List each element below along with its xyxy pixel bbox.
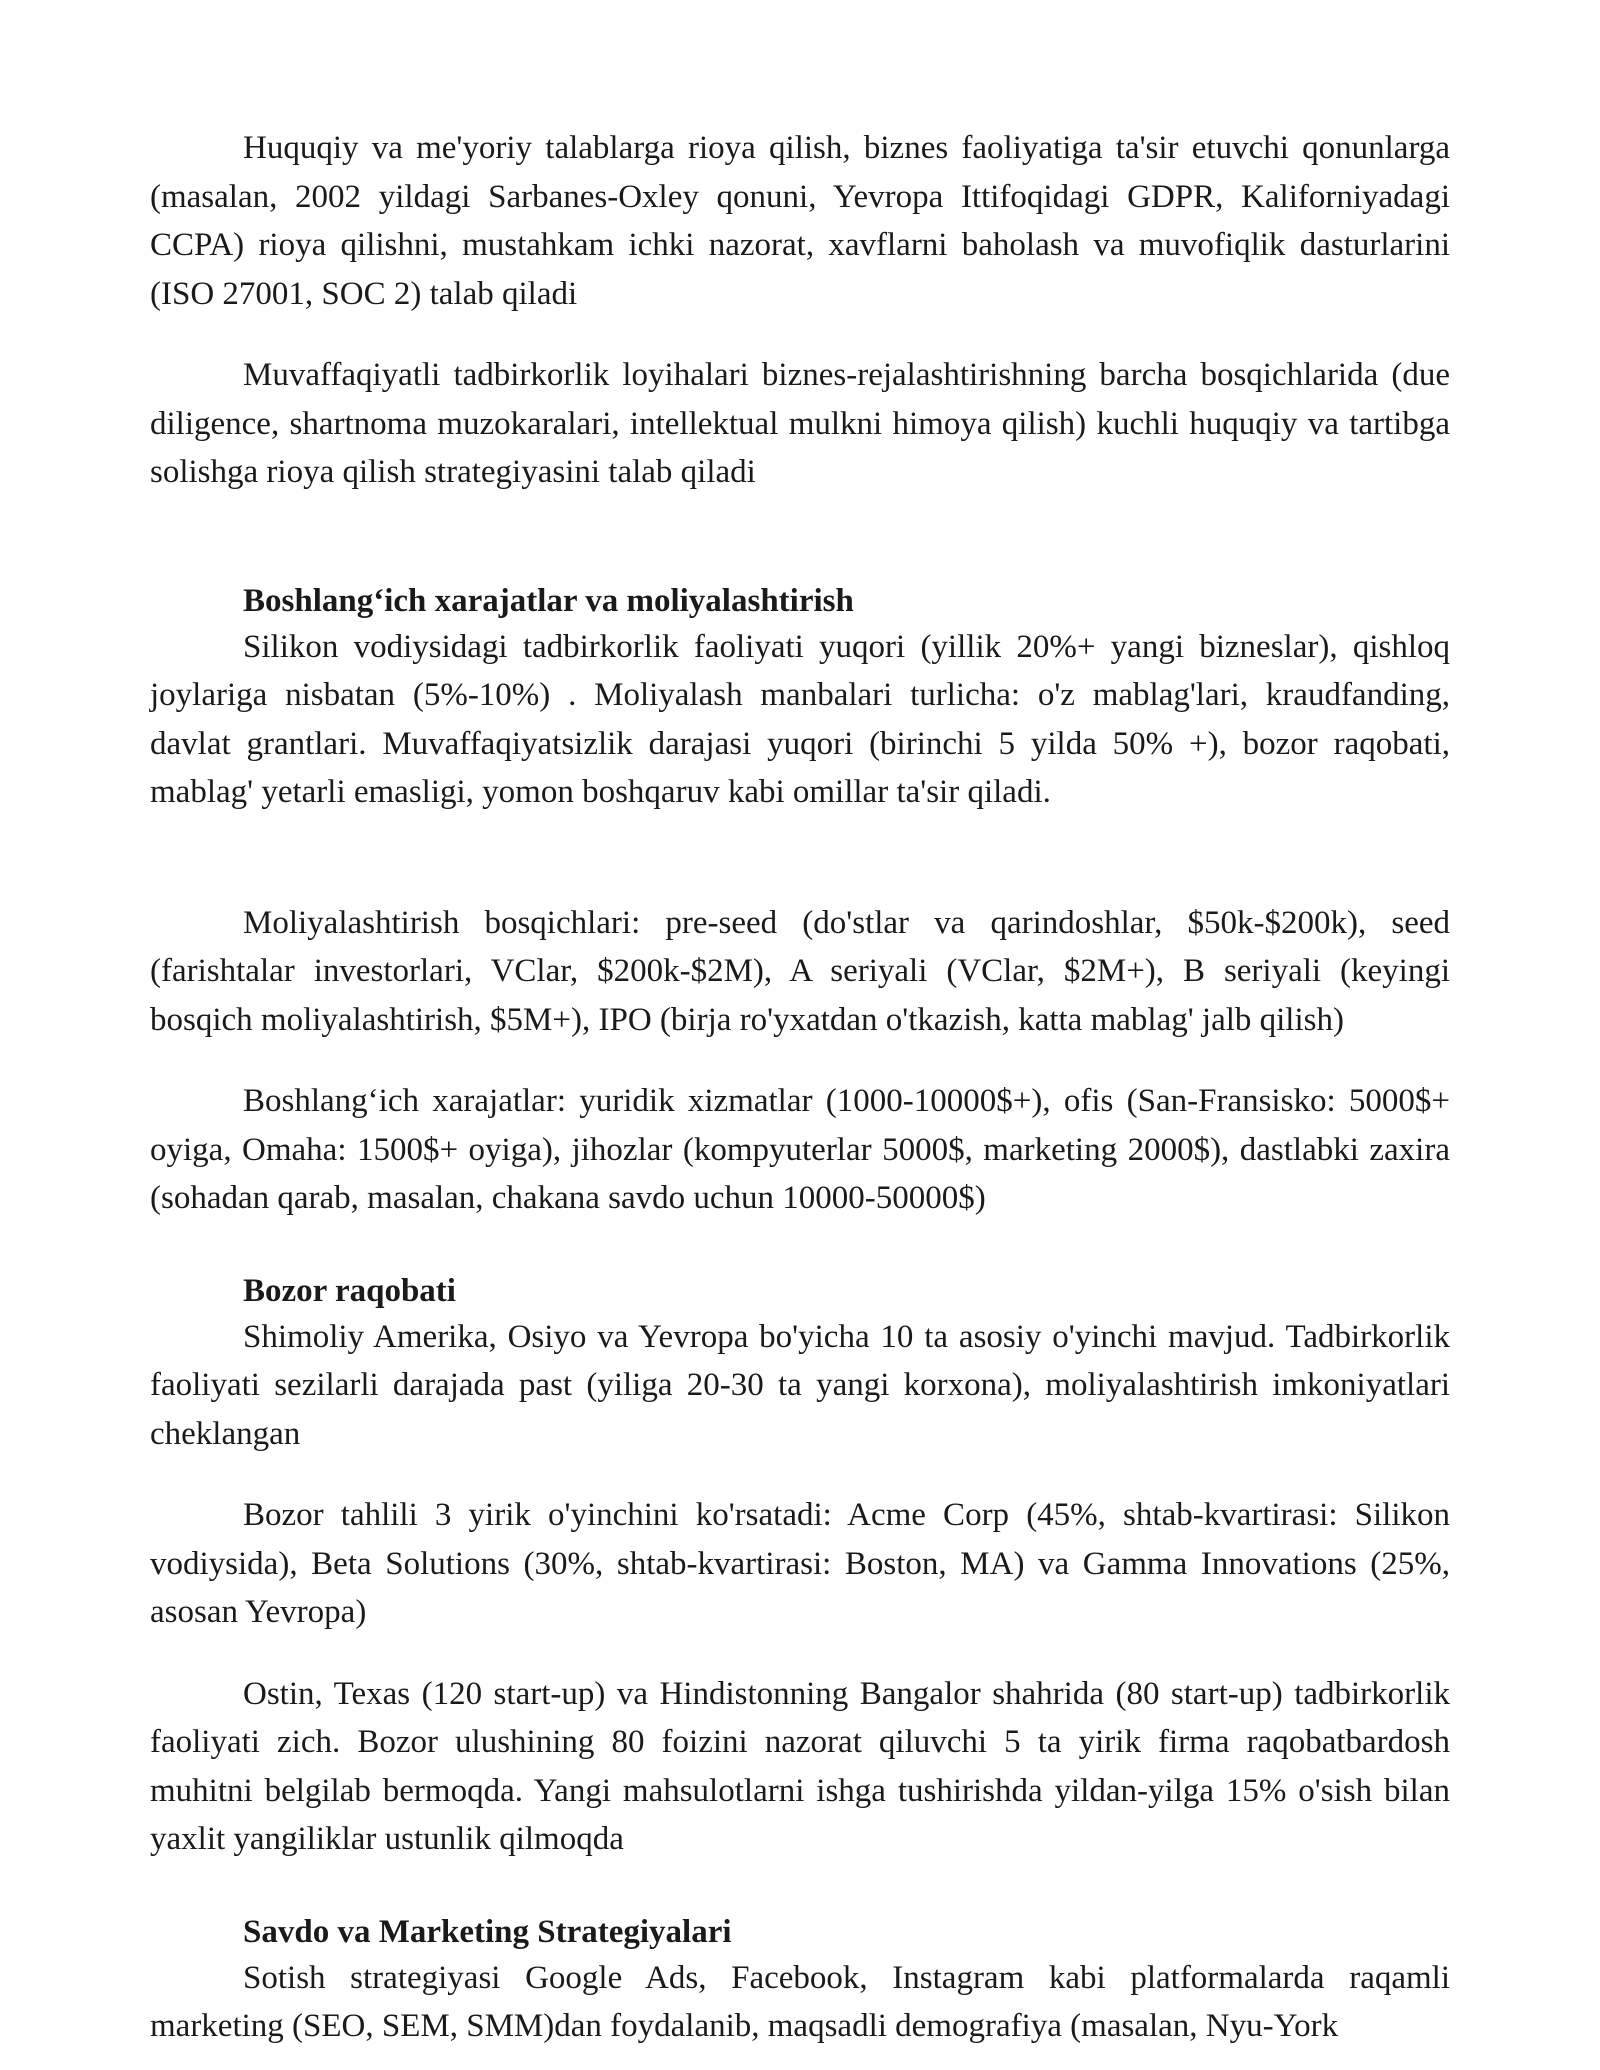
startup-costs-section xyxy=(150,579,1450,1223)
sales-marketing-section xyxy=(150,1910,1450,2051)
market-competition-paragraph-3: Ostin, Texas (120 start-up) va Hindistonning Bangalor shahrida (80 start-up) tadbirkorlik faoliyati zich. Bozor ulushining 80 foizini nazorat qiluvchi 5 ta yirik firma raqobatbardosh muhitni belgilab bermoqda. Yangi mahsulotlarni ishga tushirishda yildan-yilga 15% o'sish bilan yaxlit yangiliklar ustunlik qilmoqda xyxy=(150,1675,1450,1857)
intro-section xyxy=(150,124,1450,497)
section-heading-startup-costs: Boshlang‘ich xarajatlar va moliyalashtirish xyxy=(243,582,854,619)
startup-costs-paragraph-2: Moliyalashtirish bosqichlari: pre-seed (do'stlar va qarindoshlar, $50k-$200k), seed (farishtalar investorlari, VClar, $200k-$2M), A seriyali (VClar, $2M+), B seriyali (keyingi bosqich moliyalashtirish, $5M+), IPO (birja ro'yxatdan o'tkazish, katta mablag' jalb qilish) xyxy=(150,904,1450,1038)
document-page xyxy=(150,124,1450,2051)
sales-marketing-paragraph-1: Sotish strategiyasi Google Ads, Facebook, Instagram kabi platformalarda raqamli marketing (SEO, SEM, SMM)dan foydalanib, maqsadli demografiya (masalan, Nyu-York xyxy=(150,1959,1450,2044)
market-competition-section xyxy=(150,1269,1450,1864)
startup-costs-paragraph-1: Silikon vodiysidagi tadbirkorlik faoliyati yuqori (yillik 20%+ yangi bizneslar), qishloq joylariga nisbatan (5%-10%) . Moliyalash manbalari turlicha: o'z mablag'lari, kraudfanding, davlat grantlari. Muvaffaqiyatsizlik darajasi yuqori (birinchi 5 yilda 50% +), bozor raqobati, mablag' yetarli emasligi, yomon boshqaruv kabi omillar ta'sir qiladi. xyxy=(150,628,1450,810)
startup-costs-paragraph-3: Boshlang‘ich xarajatlar: yuridik xizmatlar (1000-10000$+), ofis (San-Fransisko: 5000$+ oyiga, Omaha: 1500$+ oyiga), jihozlar (kompyuterlar 5000$, marketing 2000$), dastlabki zaxira (sohadan qarab, masalan, chakana savdo uchun 10000-50000$) xyxy=(150,1083,1450,1216)
intro-paragraph-2: Muvaffaqiyatli tadbirkorlik loyihalari biznes-rejalashtirishning barcha bosqichlarida (due diligence, shartnoma muzokaralari, intellektual mulkni himoya qilish) kuchli huquqiy va tartibga solishga rioya qilish strategiyasini talab qiladi xyxy=(150,357,1450,490)
market-competition-paragraph-2: Bozor tahlili 3 yirik o'yinchini ko'rsatadi: Acme Corp (45%, shtab-kvartirasi: Silikon vodiysida), Beta Solutions (30%, shtab-kvartirasi: Boston, MA) va Gamma Innovations (25%, asosan Yevropa) xyxy=(150,1497,1450,1630)
market-competition-paragraph-1: Shimoliy Amerika, Osiyo va Yevropa bo'yicha 10 ta asosiy o'yinchi mavjud. Tadbirkorlik faoliyati sezilarli darajada past (yiliga 20-30 ta yangi korxona), moliyalashtirish imkoniyatlari cheklangan xyxy=(150,1318,1450,1452)
section-heading-sales-marketing: Savdo va Marketing Strategiyalari xyxy=(243,1913,732,1950)
section-heading-market-competition: Bozor raqobati xyxy=(243,1272,456,1309)
intro-paragraph-1: Huquqiy va me'yoriy talablarga rioya qilish, biznes faoliyatiga ta'sir etuvchi qonunlarga (masalan, 2002 yildagi Sarbanes-Oxley qonuni, Yevropa Ittifoqidagi GDPR, Kaliforniyadagi CCPA) rioya qilishni, mustahkam ichki nazorat, xavflarni baholash va muvofiqlik dasturlarini (ISO 27001, SOC 2) talab qiladi xyxy=(150,130,1450,312)
